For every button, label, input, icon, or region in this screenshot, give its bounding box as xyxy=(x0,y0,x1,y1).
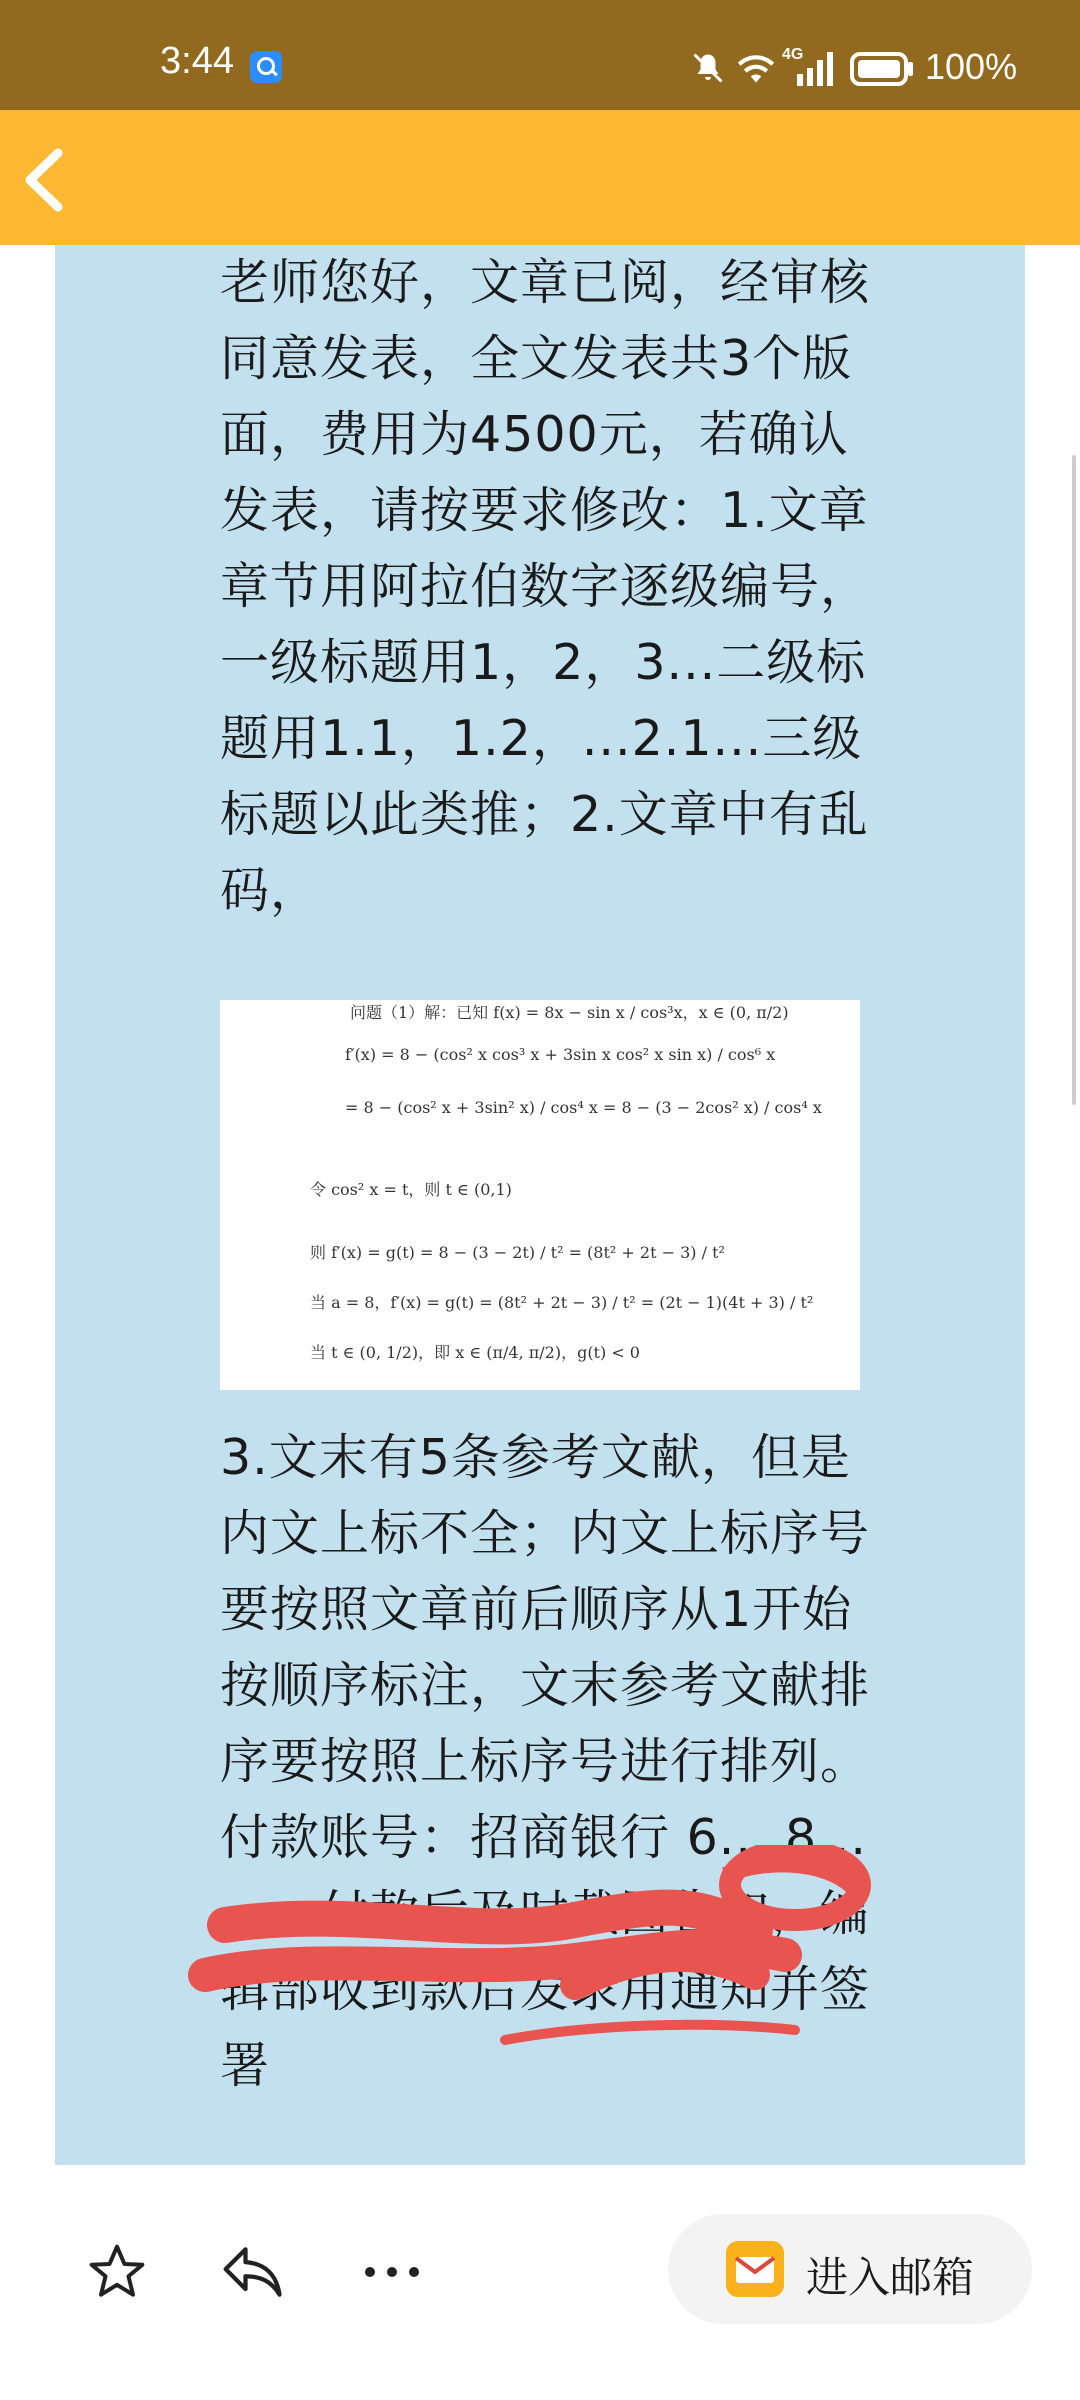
battery-icon xyxy=(850,52,914,86)
reply-icon[interactable] xyxy=(220,2240,288,2304)
email-paragraph: 3.文末有5条参考文献，但是内文上标不全；内文上标序号要按照文章前后顺序从1开始按顺序标注，文末参考文献排序要按照上标序号进行排列。 xyxy=(220,1429,871,1790)
search-app-icon xyxy=(250,51,282,83)
scrollbar[interactable] xyxy=(1072,455,1076,1105)
enter-mailbox-button[interactable] xyxy=(668,2214,1032,2324)
email-paragraph: 老师您好，文章已阅，经审核同意发表，全文发表共3个版面，费用为4500元，若确认发表，请按要求修改：1.文章章节用阿拉伯数字逐级编号，一级标题用1，2，3...二级标题用1.1，1.2，...2.1...三级标题以此类推；2.文章中有乱码， xyxy=(220,254,871,919)
app-bar xyxy=(0,110,1080,245)
math-line: = 8 − (cos² x + 3sin² x) / cos⁴ x = 8 − (3 − 2cos² x) / cos⁴ x xyxy=(345,1098,822,1117)
status-bar xyxy=(0,0,1080,110)
chevron-left-icon[interactable] xyxy=(18,145,78,215)
signal-icon xyxy=(795,52,835,86)
star-icon[interactable] xyxy=(85,2240,149,2304)
math-line: f′(x) = 8 − (cos² x cos³ x + 3sin x cos² x sin x) / cos⁶ x xyxy=(345,1045,776,1064)
math-formula-image[interactable] xyxy=(220,1000,860,1390)
math-line: 令 cos² x = t，则 t ∈ (0,1) xyxy=(310,1180,512,1199)
math-line: 问题（1）解：已知 f(x) = 8x − sin x / cos³x，x ∈ (0, π/2) xyxy=(350,1003,789,1022)
math-line: 当 a = 8，f′(x) = g(t) = (8t² + 2t − 3) / t² = (2t − 1)(4t + 3) / t² xyxy=(310,1293,814,1312)
math-line: 则 f′(x) = g(t) = 8 − (3 − 2t) / t² = (8t² + 2t − 3) / t² xyxy=(310,1243,725,1262)
enter-mailbox-label: 进入邮箱 xyxy=(806,2253,975,2302)
wifi-icon xyxy=(735,48,777,86)
mute-bell-icon xyxy=(690,50,726,86)
network-type: 4G xyxy=(782,46,804,63)
email-body[interactable] xyxy=(55,245,1025,2165)
mail-icon xyxy=(726,2241,784,2297)
bottom-action-bar xyxy=(0,2165,1080,2400)
math-line: 当 t ∈ (0, 1/2)，即 x ∈ (π/4, π/2)，g(t) < 0 xyxy=(310,1343,640,1362)
redaction-scribble xyxy=(55,1845,1025,2085)
more-icon[interactable] xyxy=(362,2265,422,2279)
battery-percentage: 100% xyxy=(925,46,1018,87)
status-time: 3:44 xyxy=(160,40,234,82)
email-paragraph: 付款账号：招商银行 6... 8... ...；付款后及时截图告知，编辑部收到款后发录用通知并签署 xyxy=(220,1809,871,2094)
